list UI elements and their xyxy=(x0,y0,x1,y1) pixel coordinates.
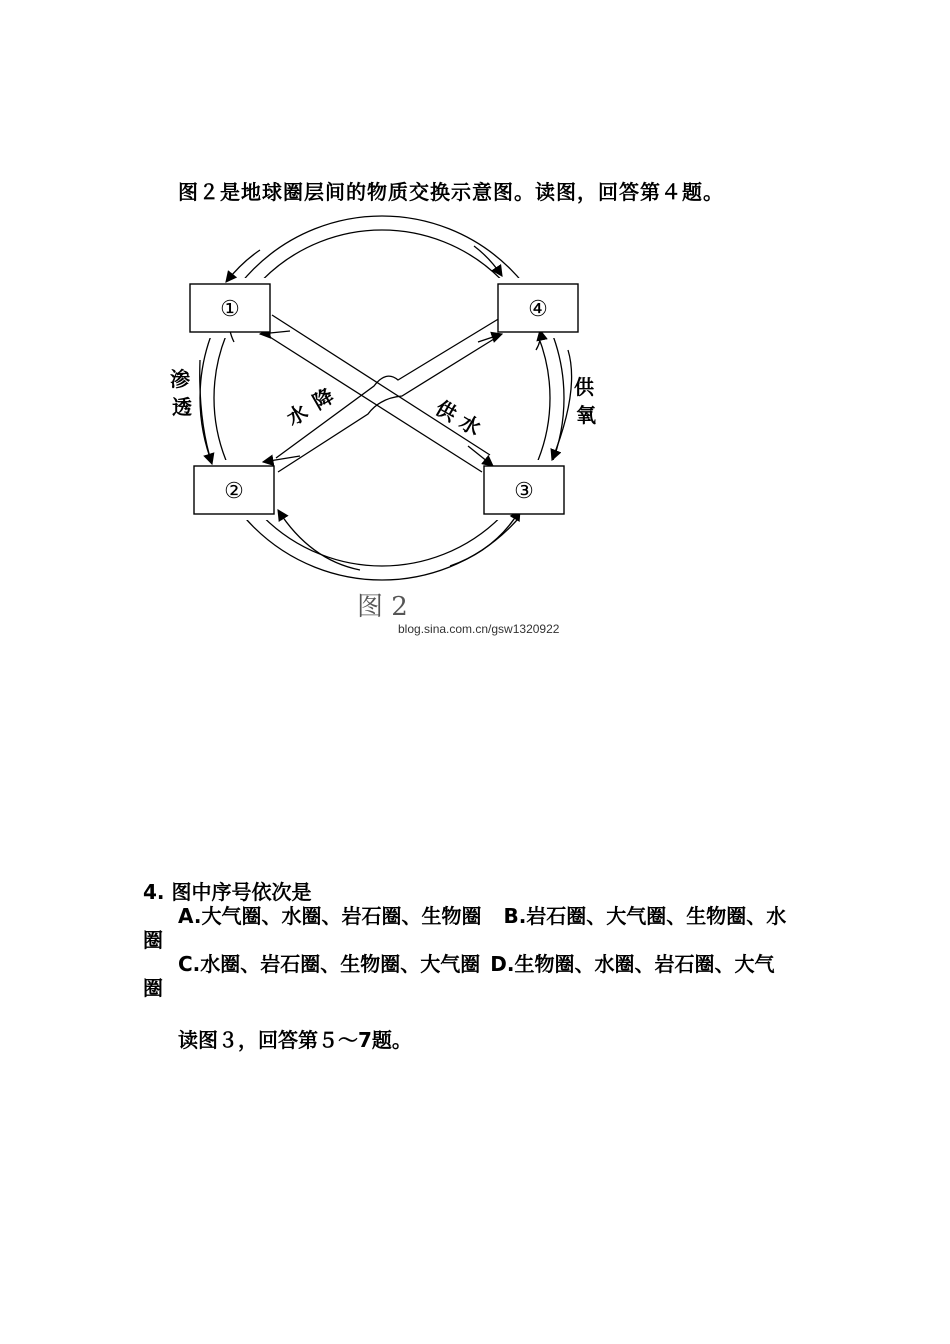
svg-text:①: ① xyxy=(220,297,240,322)
box-4 xyxy=(498,284,578,332)
svg-text:②: ② xyxy=(224,479,244,504)
svg-text:④: ④ xyxy=(528,297,548,322)
label-gongyang-1: 供 xyxy=(574,375,594,399)
label-shentou-1: 渗 xyxy=(170,367,190,391)
question-4-options-ab xyxy=(178,900,786,929)
question-4-options-cd xyxy=(178,948,774,977)
band-1-to-3 xyxy=(262,315,490,472)
option-b: B.岩石圈、大气圈、生物圈、水 xyxy=(503,904,787,928)
earth-spheres-diagram xyxy=(150,210,610,590)
figure-caption: 图 2 xyxy=(357,592,408,622)
question-5-7-prompt: 读图３，回答第５～7题。 xyxy=(178,1028,412,1052)
label-shentou-2: 透 xyxy=(172,395,192,419)
watermark: blog.sina.com.cn/gsw1320922 xyxy=(398,622,560,636)
option-d-continued: 圈 xyxy=(143,976,163,1000)
ring-arrow-bottom-left xyxy=(278,510,360,570)
option-a: A.大气圈、水圈、岩石圈、生物圈 xyxy=(178,904,482,928)
box-1 xyxy=(190,284,270,332)
svg-text:③: ③ xyxy=(514,479,534,504)
label-jiangshui-1: 降 xyxy=(308,383,338,415)
label-gongyang-2: 氧 xyxy=(576,403,596,427)
question-4-stem: 4. 图中序号依次是 xyxy=(143,880,312,904)
label-jiangshui-2: 水 xyxy=(282,399,312,431)
box-2 xyxy=(194,466,274,514)
intro-text: 图２是地球圈层间的物质交换示意图。读图，回答第４题。 xyxy=(178,180,724,204)
label-gongshui-2: 水 xyxy=(455,409,485,441)
option-c: C.水圈、岩石圈、生物圈、大气圈 xyxy=(178,952,481,976)
option-b-continued: 圈 xyxy=(143,928,163,952)
label-gongshui-1: 供 xyxy=(431,395,461,427)
option-d: D.生物圈、水圈、岩石圈、大气 xyxy=(490,952,775,976)
box-3 xyxy=(484,466,564,514)
ring-arrow-top-left xyxy=(226,250,260,282)
